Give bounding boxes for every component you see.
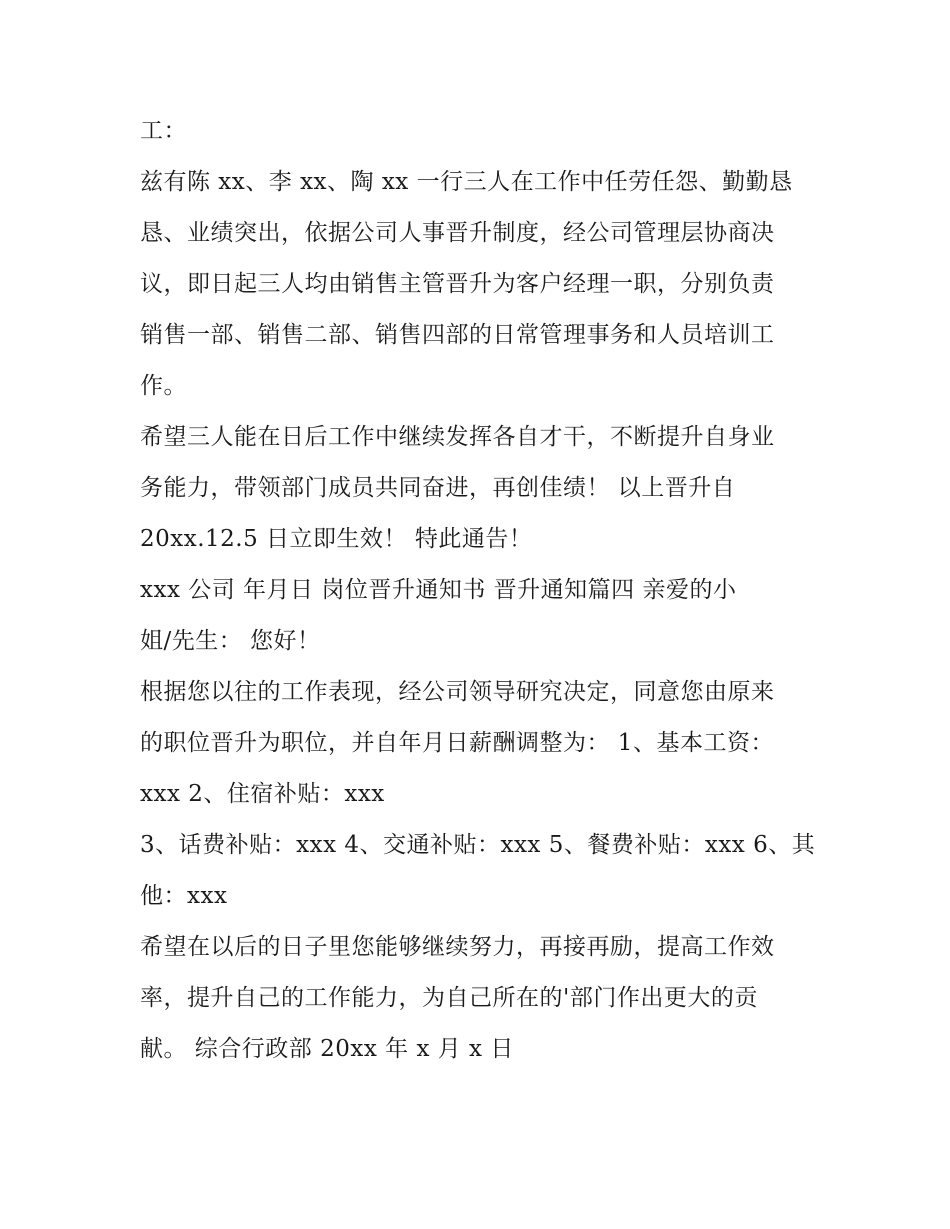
text-line: 3、话费补贴：xxx 4、交通补贴：xxx 5、餐费补贴：xxx 6、其	[140, 832, 816, 858]
text-line: xxx 2、住宿补贴：xxx	[140, 781, 385, 807]
text-line: 作。	[140, 373, 187, 399]
text-line: 希望三人能在日后工作中继续发挥各自才干，不断提升自身业	[140, 424, 775, 450]
text-line: 议，即日起三人均由销售主管晋升为客户经理一职，分别负责	[140, 271, 775, 297]
text-line: 献。 综合行政部 20xx 年 x 月 x 日	[140, 1036, 514, 1062]
text-line: 20xx.12.5 日立即生效！ 特此通告！	[140, 526, 533, 552]
text-line: 兹有陈 xx、李 xx、陶 xx 一行三人在工作中任劳任怨、勤勤恳	[140, 169, 793, 195]
document-body	[140, 106, 820, 1075]
text-line: 销售一部、销售二部、销售四部的日常管理事务和人员培训工	[140, 322, 775, 348]
text-line: 根据您以往的工作表现，经公司领导研究决定，同意您由原来	[140, 679, 775, 705]
text-line: 率，提升自己的工作能力，为自己所在的'部门作出更大的贡	[140, 985, 758, 1011]
text-line: 务能力，带领部门成员共同奋进，再创佳绩！ 以上晋升自	[140, 475, 736, 501]
text-line: 他：xxx	[140, 883, 228, 909]
text-line: 希望在以后的日子里您能够继续努力，再接再励，提高工作效	[140, 934, 775, 960]
text-line: 姐/先生： 您好！	[140, 628, 321, 654]
text-line: 工：	[140, 118, 187, 144]
text-line: xxx 公司 年月日 岗位晋升通知书 晋升通知篇四 亲爱的小	[140, 577, 737, 603]
text-line: 的职位晋升为职位，并自年月日薪酬调整为： 1、基本工资：	[140, 730, 774, 756]
text-line: 恳、业绩突出，依据公司人事晋升制度，经公司管理层协商决	[140, 220, 775, 246]
